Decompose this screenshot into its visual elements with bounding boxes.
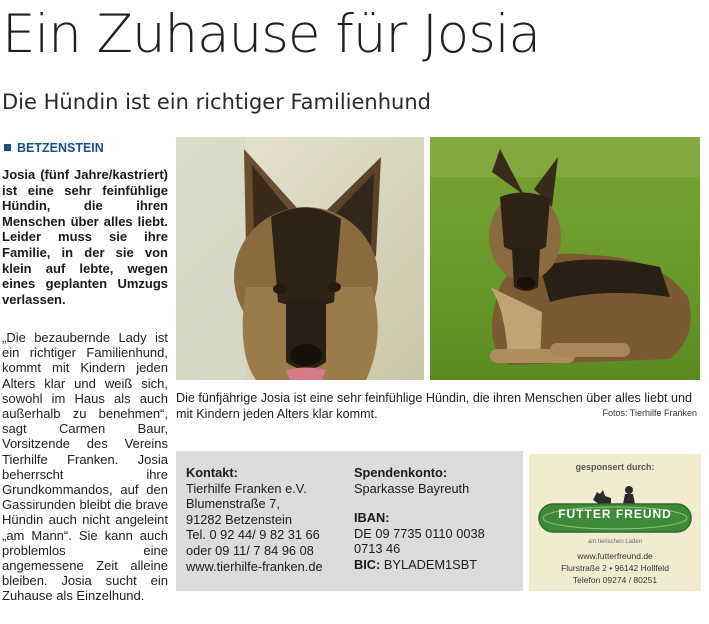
- contact-org: Tierhilfe Franken e.V.: [186, 480, 307, 496]
- body-paragraph: „Die bezaubernde Lady ist ein richtiger Familienhund, kommt mit Kindern jeden Alters klar und weiß sich, sowohl im Haus als auch außerhalb zu benehmen“, sagt Carmen Baur, Vorsitzende des Vereins Tierhilfe Franken. Josia beherrscht ihre Grundkommandos, auf den Gassirunden bleibt die brave Hündin auch nicht angeleint „am Mann“. Sie kann auch problemlos eine angemessene Zeit alleine bleiben. Josia sucht ein Zuhause als Einzelhund.: [2, 330, 168, 604]
- contact-street: Blumenstraße 7,: [186, 496, 280, 512]
- contact-city: 91282 Betzenstein: [186, 511, 293, 527]
- photo-caption: Die fünfjährige Josia ist eine sehr feinfühlige Hündin, die ihren Menschen über alles liebt und mit Kindern jeden Alters klar kommt.: [176, 391, 692, 421]
- sponsor-phone: Telefon 09274 / 80251: [572, 575, 658, 585]
- sponsor-subtitle: am tierischen Laden: [587, 539, 643, 545]
- contact-column: [186, 465, 323, 574]
- bank-column: [354, 465, 485, 573]
- contact-info-box: [176, 451, 523, 591]
- dateline-text: BETZENSTEIN: [17, 141, 104, 155]
- bank-heading: Spendenkonto:: [354, 465, 448, 480]
- contact-phone: Tel. 0 92 44/ 9 82 31 66: [186, 527, 320, 543]
- lead-paragraph: Josia (fünf Jahre/kastriert) ist eine sehr feinfühlige Hündin, die ihren Menschen über alles liebt. Leider muss sie ihre Familie, in der sie von klein auf lebte, wegen eines geplanten Umzugs verlassen.: [2, 167, 168, 307]
- sponsor-title: gesponsert durch:: [575, 462, 655, 472]
- dog-portrait-illustration: [176, 137, 424, 380]
- iban-label: IBAN:: [354, 510, 390, 526]
- dog-lying-illustration: [430, 137, 700, 380]
- sponsor-address: Flurstraße 2 • 96142 Hollfeld: [561, 563, 669, 573]
- bic-value: BYLADEM1SBT: [383, 556, 478, 572]
- photo-josia-lying: [430, 137, 700, 380]
- bic-label: BIC:: [354, 556, 381, 572]
- dateline: [4, 141, 104, 155]
- contact-heading: Kontakt:: [186, 465, 238, 480]
- bank-name: Sparkasse Bayreuth: [354, 480, 470, 496]
- iban-line-2: 0713 46: [354, 541, 401, 557]
- sponsor-box: [529, 454, 701, 591]
- photo-credit: Fotos: Tierhilfe Franken: [602, 408, 697, 418]
- dateline-square-icon: [4, 144, 11, 151]
- sponsor-website[interactable]: www.futterfreund.de: [577, 551, 653, 561]
- iban-line-1: DE 09 7735 0110 0038: [354, 525, 485, 541]
- bic-row: [354, 557, 485, 573]
- subheadline: Die Hündin ist ein richtiger Familienhund: [2, 90, 432, 114]
- contact-website[interactable]: www.tierhilfe-franken.de: [186, 558, 323, 574]
- photo-josia-portrait: [176, 137, 424, 380]
- contact-phone-alt: oder 09 11/ 7 84 96 08: [186, 542, 314, 558]
- futterfreund-logo-text: FUTTER FREUND: [558, 507, 672, 521]
- headline: Ein Zuhause für Josia: [2, 4, 541, 65]
